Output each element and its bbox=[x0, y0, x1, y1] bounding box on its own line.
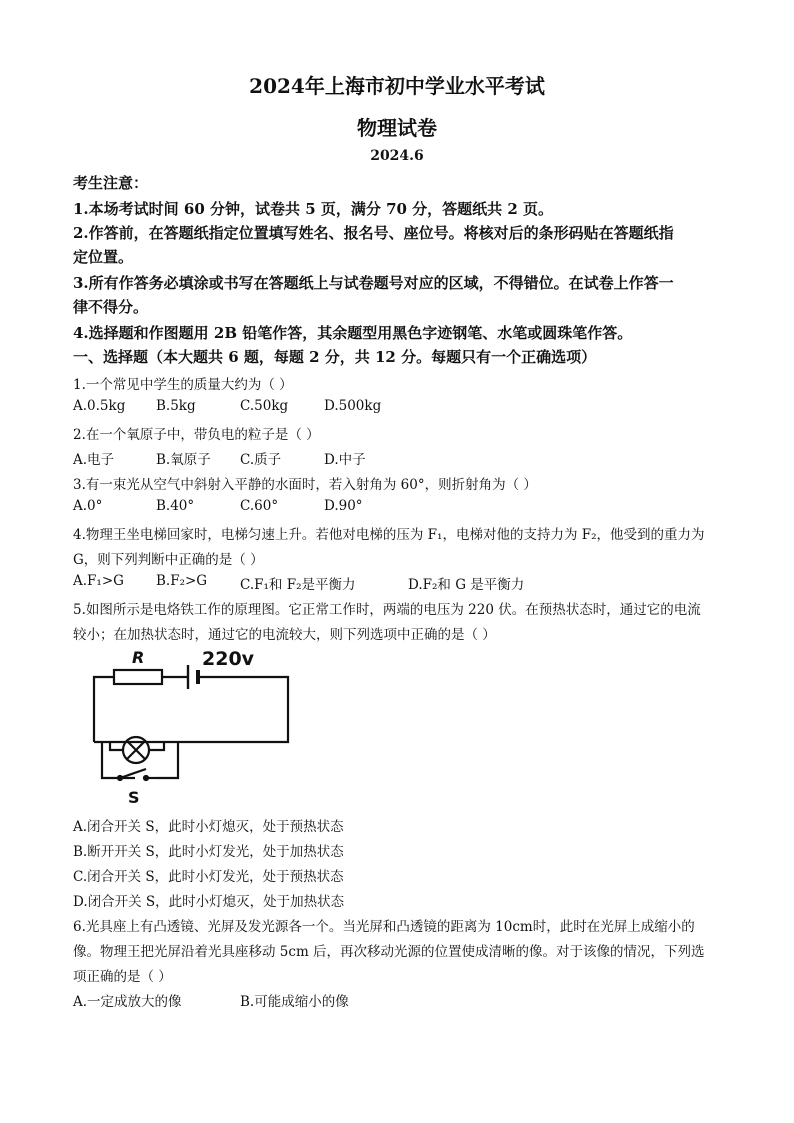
q6-option-a[interactable]: A.一定成放大的像 bbox=[73, 994, 182, 1010]
notice-item-1: 1.本场考试时间 60 分钟，试卷共 5 页，满分 70 分，答题纸共 2 页。 bbox=[73, 200, 554, 218]
notice-item-3-cont: 律不得分。 bbox=[73, 298, 149, 316]
notice-item-2-cont: 定位置。 bbox=[73, 248, 134, 266]
question-2-stem: 2.在一个氧原子中，带负电的粒子是（ ） bbox=[73, 427, 320, 443]
switch-blade bbox=[120, 769, 146, 778]
question-6-stem-cont: 像。物理王把光屏沿着光具座移动 5cm 后，再次移动光源的位置使成清晰的像。对于该像的情况，下列选 bbox=[73, 944, 705, 960]
exam-title: 2024年上海市初中学业水平考试 bbox=[249, 74, 545, 98]
q1-option-c[interactable]: C.50kg bbox=[240, 398, 289, 414]
question-5-stem-cont: 较小；在加热状态时，通过它的电流较大，则下列选项中正确的是（ ） bbox=[73, 627, 496, 643]
q2-option-c[interactable]: C.质子 bbox=[240, 452, 282, 468]
q6-option-b[interactable]: B.可能成缩小的像 bbox=[240, 994, 349, 1010]
notice-heading: 考生注意： bbox=[73, 174, 149, 192]
circuit-diagram bbox=[80, 645, 310, 810]
q2-option-b[interactable]: B.氧原子 bbox=[156, 452, 211, 468]
circuit-wire-right bbox=[94, 677, 288, 742]
q3-option-c[interactable]: C.60° bbox=[240, 498, 279, 514]
q1-option-b[interactable]: B.5kg bbox=[156, 398, 196, 414]
q2-option-a[interactable]: A.电子 bbox=[73, 452, 115, 468]
q4-option-d[interactable]: D.F₂和 G 是平衡力 bbox=[408, 577, 525, 593]
circuit-wire-top-left bbox=[94, 677, 114, 742]
q4-option-c[interactable]: C.F₁和 F₂是平衡力 bbox=[240, 577, 356, 593]
q3-option-b[interactable]: B.40° bbox=[156, 498, 195, 514]
exam-subtitle: 物理试卷 bbox=[357, 116, 437, 140]
q4-option-b[interactable]: B.F₂>G bbox=[156, 573, 208, 589]
q3-option-a[interactable]: A.0° bbox=[73, 498, 103, 514]
section-heading: 一、选择题（本大题共 6 题，每题 2 分，共 12 分。每题只有一个正确选项） bbox=[73, 348, 597, 366]
switch-contact-left bbox=[118, 776, 122, 780]
question-1-stem: 1.一个常见中学生的质量大约为（ ） bbox=[73, 377, 293, 393]
q5-option-c[interactable]: C.闭合开关 S，此时小灯发光，处于预热状态 bbox=[73, 869, 344, 885]
question-4-stem: 4.物理王坐电梯回家时，电梯匀速上升。若他对电梯的压为 F₁，电梯对他的支持力为 F₂，他受到的重力为 bbox=[73, 527, 705, 543]
q3-option-d[interactable]: D.90° bbox=[324, 498, 363, 514]
question-4-stem-cont: G，则下列判断中正确的是（ ） bbox=[73, 552, 264, 568]
notice-item-3: 3.所有作答务必填涂或书写在答题纸上与试卷题号对应的区域，不得错位。在试卷上作答一 bbox=[73, 274, 674, 292]
switch-label: S bbox=[128, 788, 140, 807]
q5-option-a[interactable]: A.闭合开关 S，此时小灯熄灭，处于预热状态 bbox=[73, 819, 344, 835]
exam-date: 2024.6 bbox=[370, 148, 424, 164]
q2-option-d[interactable]: D.中子 bbox=[324, 452, 366, 468]
q5-option-b[interactable]: B.断开开关 S，此时小灯发光，处于加热状态 bbox=[73, 844, 344, 860]
notice-item-2: 2.作答前，在答题纸指定位置填写姓名、报名号、座位号。将核对后的条形码贴在答题纸指 bbox=[73, 224, 674, 242]
question-6-stem: 6.光具座上有凸透镜、光屏及发光源各一个。当光屏和凸透镜的距离为 10cm时，此时在光屏上成缩小的 bbox=[73, 919, 695, 935]
question-6-stem-cont-2: 项正确的是（ ） bbox=[73, 969, 172, 985]
question-3-stem: 3.有一束光从空气中斜射入平静的水面时，若入射角为 60°，则折射角为（ ） bbox=[73, 477, 537, 493]
q4-option-a[interactable]: A.F₁>G bbox=[73, 573, 124, 589]
notice-item-4: 4.选择题和作图题用 2B 铅笔作答，其余题型用黑色字迹钢笔、水笔或圆珠笔作答。 bbox=[73, 324, 633, 342]
q5-option-d[interactable]: D.闭合开关 S，此时小灯熄灭，处于加热状态 bbox=[73, 894, 345, 910]
resistor-symbol bbox=[114, 670, 162, 684]
voltage-label: 220v bbox=[202, 648, 255, 670]
lamp-branch-right bbox=[156, 742, 178, 778]
q1-option-a[interactable]: A.0.5kg bbox=[73, 398, 126, 414]
q1-option-d[interactable]: D.500kg bbox=[324, 398, 382, 414]
question-5-stem: 5.如图所示是电烙铁工作的原理图。它正常工作时，两端的电压为 220 伏。在预热状态时，通过它的电流 bbox=[73, 602, 701, 618]
resistor-label: R bbox=[132, 648, 145, 667]
